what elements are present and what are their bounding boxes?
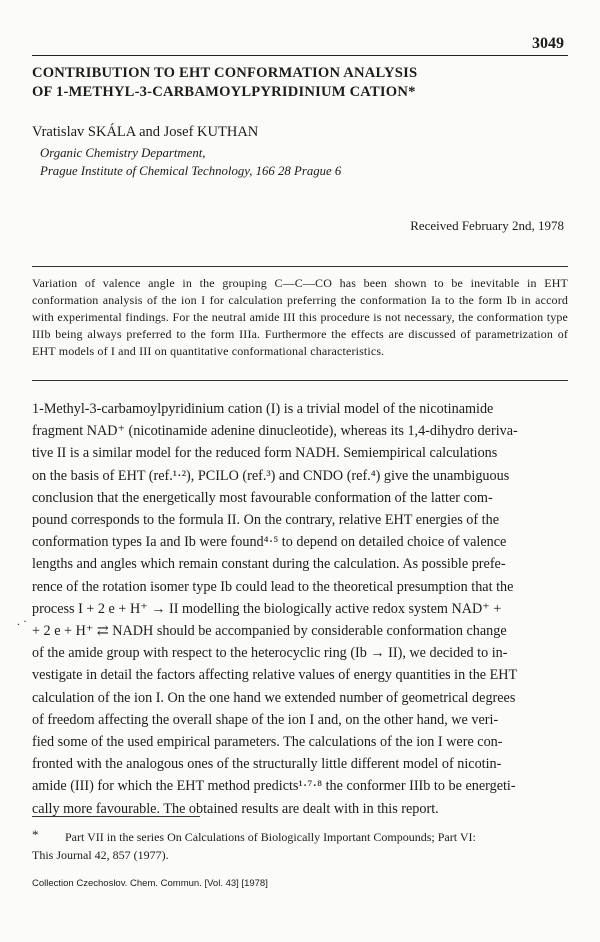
- abstract-rule-bottom: [32, 380, 568, 381]
- body-line: fragment NAD⁺ (nicotinamide adenine dinucleotide), whereas its 1,4-dihydro deriva-: [32, 423, 518, 440]
- article-title: [32, 64, 552, 102]
- body-line: on the basis of EHT (ref.¹·²), PCILO (ref.³) and CNDO (ref.⁴) give the unambiguous: [32, 467, 510, 484]
- footnote-line: Part VII in the series On Calculations of Biologically Important Compounds; Part VI:: [65, 830, 476, 844]
- body-line: tive II is a similar model for the reduced form NADH. Semiempirical calculations: [32, 445, 498, 462]
- body-line: pound corresponds to the formula II. On the contrary, relative EHT energies of the: [32, 512, 499, 529]
- abstract: Variation of valence angle in the grouping C—C—CO has been shown to be inevitable in EHT conformation analysis of the ion I for calculation preferring the conformation Ia to the form Ib in accord with experimental findings. For the neutral amide III this procedure is not necessary, the conformation type IIIb being always preferred to the form IIIa. Furthermore the effects are discussed of parametrization of EHT models of I and III on quantitative conformational characteristics.: [32, 276, 568, 359]
- authors: Vratislav SKÁLA and Josef KUTHAN: [32, 124, 259, 140]
- affiliation-institute: Prague Institute of Chemical Technology, 166 28 Prague 6: [40, 164, 342, 178]
- body-line: cally more favourable. The obtained results are dealt with in this report.: [32, 800, 439, 817]
- body-line: lengths and angles which remain constant during the calculation. As possible prefe-: [32, 556, 506, 573]
- body-line: fronted with the analogous ones of the structurally little different model of nicotin-: [32, 756, 502, 773]
- body-line: fied some of the used empirical parameters. The calculations of the ion I were con-: [32, 734, 503, 751]
- title-line: OF 1-METHYL-3-CARBAMOYLPYRIDINIUM CATION*: [32, 84, 416, 100]
- received-date: Received February 2nd, 1978: [410, 218, 564, 233]
- body-paragraph: [32, 398, 568, 820]
- margin-mark: . ·: [17, 614, 27, 628]
- footnote-marker: *: [32, 827, 39, 842]
- footnote: [32, 828, 568, 864]
- body-line: + 2 e + H⁺ ⇄ NADH should be accompanied by considerable conformation change: [32, 623, 507, 640]
- body-line: of freedom affecting the overall shape of the ion I and, on the other hand, we veri-: [32, 711, 499, 728]
- abstract-rule-top: [32, 266, 568, 267]
- body-line: rence of the rotation isomer type Ib could lead to the theoretical presumption that the: [32, 578, 514, 595]
- body-line: 1-Methyl-3-carbamoylpyridinium cation (I) is a trivial model of the nicotinamide: [32, 401, 494, 417]
- footnote-line: This Journal 42, 857 (1977).: [32, 848, 169, 862]
- body-line: conclusion that the energetically most favourable conformation of the latter com-: [32, 489, 493, 506]
- title-line: CONTRIBUTION TO EHT CONFORMATION ANALYSIS: [32, 65, 418, 81]
- body-line: vestigate in detail the factors affecting relative values of energy quantities in the EHT: [32, 667, 518, 684]
- body-line: conformation types Ia and Ib were found⁴·⁵ to depend on detailed choice of valence: [32, 534, 507, 551]
- header-rule: [32, 55, 568, 56]
- body-line: of the amide group with respect to the heterocyclic ring (Ib → II), we decided to in-: [32, 645, 508, 662]
- affiliation-department: Organic Chemistry Department,: [40, 146, 206, 160]
- page-number: 3049: [532, 35, 564, 52]
- journal-reference: Collection Czechoslov. Chem. Commun. [Vol. 43] [1978]: [32, 878, 268, 889]
- body-line: process I + 2 e + H⁺ → II modelling the biologically active redox system NAD⁺ +: [32, 600, 502, 617]
- body-line: calculation of the ion I. On the one hand we extended number of geometrical degrees: [32, 689, 516, 706]
- body-line: amide (III) for which the EHT method predicts¹·⁷·⁸ the conformer IIIb to be energeti-: [32, 778, 516, 795]
- footnote-rule: [32, 816, 200, 817]
